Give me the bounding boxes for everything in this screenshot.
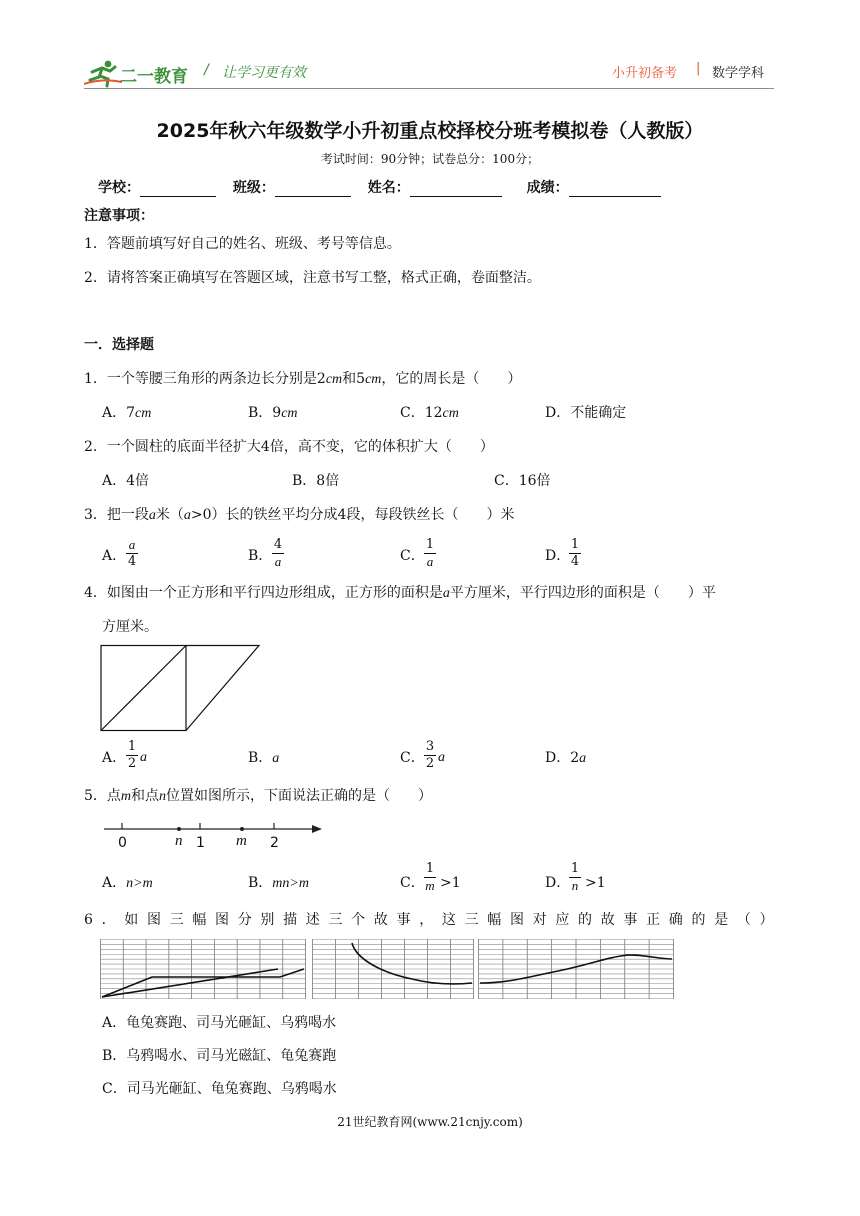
question-6-stem-char: 三	[328, 912, 343, 928]
story-graph-2	[312, 939, 474, 999]
name-label: 姓名：	[367, 180, 410, 196]
square-parallelogram-figure	[100, 644, 262, 732]
question-6-option-a[interactable]: A．龟兔赛跑、司马光砸缸、乌鸦喝水	[102, 1015, 337, 1031]
header-subject: 数学学科	[712, 66, 765, 81]
header-slogan: 让学习更有效	[222, 65, 306, 81]
score-blank[interactable]	[569, 182, 661, 197]
question-6-stem-char: 6	[84, 912, 93, 928]
question-4-option-b[interactable]: B．a	[248, 750, 280, 766]
question-6-stem-char: 故	[373, 912, 388, 928]
graph-grid	[478, 939, 674, 999]
page-title: 2025年秋六年级数学小升初重点校择校分班考模拟卷（人教版）	[156, 120, 704, 142]
question-4-option-d[interactable]: D．2a	[545, 750, 587, 766]
question-6-stem-char: 幅	[192, 912, 207, 928]
question-6-stem-char: 幅	[487, 912, 502, 928]
class-blank[interactable]	[275, 182, 351, 197]
school-blank[interactable]	[140, 182, 216, 197]
question-1-option-d[interactable]: D．不能确定	[545, 405, 627, 421]
question-6-stem-char: 分	[237, 912, 252, 928]
question-6-stem-char: 三	[169, 912, 184, 928]
header-slash: /	[204, 62, 209, 78]
question-2-option-c[interactable]: C．16倍	[494, 473, 551, 489]
question-2-stem: 2．一个圆柱的底面半径扩大4倍，高不变，它的体积扩大（ ）	[84, 439, 494, 455]
exam-info: 考试时间：90分钟；试卷总分：100分；	[320, 152, 540, 166]
question-5-option-d[interactable]: D． $\frac{1}{n}$ >1	[545, 861, 606, 893]
question-6-stem-char: ，	[419, 912, 434, 928]
question-6-stem	[84, 911, 774, 929]
point-label-m: m	[236, 833, 247, 849]
question-6-stem-char: 图	[215, 912, 230, 928]
tick-label: 2	[270, 835, 279, 851]
header-divider	[84, 88, 774, 89]
question-2-option-a[interactable]: A．4倍	[102, 473, 150, 489]
question-6-stem-char: 是	[714, 912, 729, 928]
question-2-option-b[interactable]: B．8倍	[292, 473, 340, 489]
question-6-stem-char: 的	[578, 912, 593, 928]
tick-label: 0	[118, 835, 127, 851]
number-line-axis	[100, 818, 324, 838]
number-line	[100, 818, 324, 854]
question-6-option-b[interactable]: B．乌鸦喝水、司马光磁缸、龟兔赛跑	[102, 1048, 337, 1064]
point-label-n: n	[175, 833, 183, 849]
question-6-stem-char: ．	[101, 912, 116, 928]
question-1-option-b[interactable]: B．9cm	[248, 405, 298, 421]
question-3-stem: 3．把一段a米（a>0）长的铁丝平均分成4段，每段铁丝长（ ）米	[84, 507, 515, 523]
note-item: 2．请将答案正确填写在答题区域，注意书写工整，格式正确，卷面整洁。	[84, 270, 541, 286]
page-footer: 21世纪教育网(www.21cnjy.com)	[337, 1115, 523, 1129]
class-label: 班级：	[232, 180, 275, 196]
question-6-stem-char: 事	[623, 912, 638, 928]
question-6-stem-char: 确	[668, 912, 683, 928]
graph-grid	[312, 939, 474, 999]
question-6-stem-char: 图	[509, 912, 524, 928]
question-6-stem-char: 事	[396, 912, 411, 928]
question-1-option-c[interactable]: C．12cm	[400, 405, 459, 421]
question-4-option-a[interactable]: A． $\frac{1}{2}$ a	[102, 739, 147, 771]
question-6-option-c[interactable]: C．司马光砸缸、龟兔赛跑、乌鸦喝水	[102, 1081, 337, 1097]
question-1-stem: 1．一个等腰三角形的两条边长分别是2cm和5cm，它的周长是（ ）	[84, 371, 522, 387]
question-5-stem: 5．点m和点n位置如图所示，下面说法正确的是（ ）	[84, 788, 433, 804]
question-6-stem-char: 故	[600, 912, 615, 928]
tick-label: 1	[196, 835, 205, 851]
question-4-option-c[interactable]: C． $\frac{3}{2}$ a	[400, 739, 445, 771]
header-separator: |	[696, 61, 701, 76]
question-6-stem-char: （	[736, 912, 751, 928]
question-4-stem: 4．如图由一个正方形和平行四边形组成，正方形的面积是a平方厘米，平行四边形的面积是（ ）平	[84, 585, 716, 601]
question-6-stem-char: 正	[646, 912, 661, 928]
logo-text: 二一教育	[120, 67, 188, 87]
question-6-stem-char: 这	[441, 912, 456, 928]
question-5-option-b[interactable]: B．mn>m	[248, 875, 309, 891]
header-category: 小升初备考	[612, 66, 678, 81]
question-6-stem-char: 图	[146, 912, 161, 928]
question-6-stem-char: 别	[260, 912, 275, 928]
question-6-stem-char: 的	[691, 912, 706, 928]
question-6-stem-char: 应	[555, 912, 570, 928]
question-6-stem-char: 如	[124, 912, 139, 928]
question-3-option-c[interactable]: C． $\frac{1}{a}$	[400, 537, 435, 569]
name-blank[interactable]	[410, 182, 502, 197]
question-6-stem-char: 三	[464, 912, 479, 928]
logo-runner-icon	[84, 58, 122, 88]
logo	[84, 58, 194, 88]
question-6-stem-char: ）	[759, 912, 774, 928]
question-6-stem-char: 述	[305, 912, 320, 928]
question-3-option-d[interactable]: D． $\frac{1}{4}$	[545, 537, 580, 569]
question-6-stem-char: 个	[351, 912, 366, 928]
story-graph-1	[100, 939, 306, 999]
question-6-stem-char: 描	[283, 912, 298, 928]
question-3-option-a[interactable]: A． $\frac{a}{4}$	[102, 537, 137, 569]
question-6-stem-char: 对	[532, 912, 547, 928]
section-heading: 一．选择题	[84, 337, 154, 353]
question-4-stem-line2: 方厘米。	[102, 619, 158, 635]
story-graph-3	[478, 939, 674, 999]
note-item: 1．答题前填写好自己的姓名、班级、考号等信息。	[84, 236, 401, 252]
school-label: 学校：	[98, 180, 140, 196]
question-1-option-a[interactable]: A．7cm	[102, 405, 152, 421]
score-label: 成绩：	[526, 180, 569, 196]
notes-heading: 注意事项：	[84, 208, 154, 224]
question-5-option-a[interactable]: A．n>m	[102, 875, 153, 891]
question-5-option-c[interactable]: C． $\frac{1}{m}$ >1	[400, 861, 461, 893]
info-fields	[98, 179, 661, 197]
question-3-option-b[interactable]: B． $\frac{4}{a}$	[248, 537, 283, 569]
